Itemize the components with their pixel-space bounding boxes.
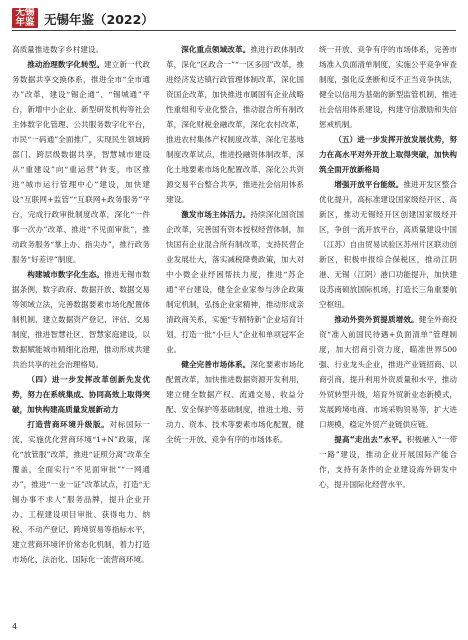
paragraph — [166, 207, 304, 357]
paragraph — [12, 57, 150, 267]
paragraph — [12, 267, 150, 372]
header-rule — [12, 30, 456, 31]
section-heading: （五）进一步发挥开放发展优势，努力在高水平对外开放上取得突破，加快构筑全面开放新格局 — [319, 135, 457, 174]
text-column-2 — [166, 42, 304, 612]
paragraph-body: 积极融入“一带一路”建设，推动企业开展国际产能合作，支持有条件的企业建设海外研发中心，提升国际化经营水平。 — [319, 435, 457, 489]
paragraph-lead: 提高“走出去”水平。 — [334, 435, 407, 444]
running-title: 无锡年鉴（2022） — [44, 12, 154, 27]
paragraph — [319, 312, 457, 432]
paragraph-body: 推进无锡市数据条例，数字政府、数据开放、数据交易等领域立法，完善数据要素市场化配置体制机制，建立数据资产登记、评估、交易制度，推进智慧社区、智慧家庭建设，以数据赋能城市精细化治理，推动形成共建共治共享的社会治理格局。 — [12, 270, 150, 369]
section-heading: （四）进一步发挥改革创新先发优势，努力在系统集成、协同高效上取得突破，加快构建高质量发展新动力 — [12, 375, 150, 414]
paragraph — [166, 42, 304, 207]
paragraph-lead: 增强开放平台能级。 — [334, 180, 404, 189]
page-header — [12, 6, 456, 32]
paragraph-lead: 健全完善市场体系。 — [181, 360, 251, 369]
paragraph — [12, 417, 150, 567]
paragraph-body: 持续深化国资国企改革，完善国有资本授权经营体制，加快国有企业混合所有制改革，支持民营企业发展壮大，落实减税降费政策，加大对中小微企业纾困帮扶力度，推进“苏企通”平台建设，健全企业家参与涉企政策制定机制，弘扬企业家精神，推动形成亲清政商关系，实施“专精特新”企业培育计划，打造一批“小巨人”企业和单项冠军企业。 — [166, 210, 304, 354]
page-number: 4 — [12, 622, 18, 631]
paragraph: 高质量推进数字乡村建设。 — [12, 45, 104, 54]
text-column-3 — [319, 42, 457, 612]
paragraph-body: 深化要素市场化配置改革，加快推进数据资源开发利用，建立健全数据产权、流通交易、收益分配、安全保护等基础制度，推进土地、劳动力、资本、技术等要素市场化配置，健全统一开放、竞争有序的市场体系。 — [166, 360, 304, 444]
paragraph-lead: 激发市场主体活力。 — [181, 210, 251, 219]
paragraph-lead: 打造营商环境升级版。 — [27, 420, 110, 429]
paragraph-body: 建立新一代政务数据共享交换体系，推进全市“全市通办”改革，建设“锡企通”、“锡城通”平台，新增中小企业、新型研发机构等社会主体数字化管理、公共服务数字化平台，市民“一码通”全面推广，实现民生领域跨部门、跨层级数据共享，智慧城市建设从“重建设”向“重运营”转变，市区推进“城市运行管理中心”建设，加快建设“互联网+监管”“互联网+政务服务”平台，完成行政审批制度改革，深化“一件事一次办”改革、推进“不见面审批”，推动政务服务“掌上办、指尖办”，推行政务服务“好差评”制度。 — [12, 60, 150, 264]
paragraph-body: 对标国际一流，实施优化营商环境“1+N”政策，深化“放管服”改革，推进“证照分离”改革全覆盖，全面实行“不见面审批”“一网通办”，推进“一业一证”改革试点，打造“无锡办事不求人”服务品牌，提升企业开办、工程建设项目审批、获得电力、纳税、不动产登记、跨境贸易等指标水平，建立营商环境评价常态化机制，着力打造市场化、法治化、国际化一流营商环境。 — [12, 420, 150, 564]
paragraph-lead: 推动治理数字化转型。 — [27, 60, 104, 69]
text-column-1 — [12, 42, 150, 612]
paragraph-lead: 推动外资外贸提质增效。 — [334, 315, 419, 324]
paragraph: 统一开放、竞争有序的市场体系，完善市场准入负面清单制度，实施公平竞争审查制度，强化反垄断和反不正当竞争执法，健全以信用为基础的新型监管机制，推进社会信用体系建设，构建守信激励和失信惩戒机制。 — [319, 45, 457, 129]
logo-text-top: 无锡 — [15, 7, 35, 18]
yearbook-logo — [12, 8, 38, 28]
logo-text-bottom: 年鉴 — [15, 17, 35, 28]
paragraph — [319, 177, 457, 312]
paragraph-body: 推进行政体制改革，深化“区政合一”“一区多园”改革，推进经济发达镇行政管理体制改革，深化国资国企改革，加快推进市属国有企业战略性重组和专业化整合，推动混合所有制改革，深化财税金融改革，深化农村改革，推进农村集体产权制度改革，深化宅基地制度改革试点，推进投融资体制改革，深化土地要素市场化配置改革，深化公共资源交易平台整合共享，推进社会信用体系建设。 — [166, 45, 304, 204]
paragraph-lead: 深化重点领域改革。 — [181, 45, 251, 54]
paragraph-body: 推进开发区整合优化提升，高标准建设国家级经开区、高新区，推动无锡经开区创建国家级经开区，争创一流开放平台，高质量建设中国（江苏）自由贸易试验区苏州片区联动创新区，积极申报综合保税区，推动江阴港、无锡（江阴）港口功能提升，加快建设苏南硕放国际机场，打造长三角重要航空枢纽。 — [319, 180, 457, 309]
paragraph — [319, 432, 457, 492]
paragraph-body: 健全外商投资“准入前国民待遇+负面清单”管理制度，加大招商引资力度，瞄准世界500强、行业龙头企业，推进产业链招商、以商引商，提升利用外资质量和水平，推动外贸转型升级，培育外贸新业态新模式，发展跨境电商、市场采购贸易等，扩大进口规模，稳定外贸产业链供应链。 — [319, 315, 457, 429]
paragraph — [166, 357, 304, 447]
paragraph-lead: 构建城市数字化生态。 — [27, 270, 104, 279]
